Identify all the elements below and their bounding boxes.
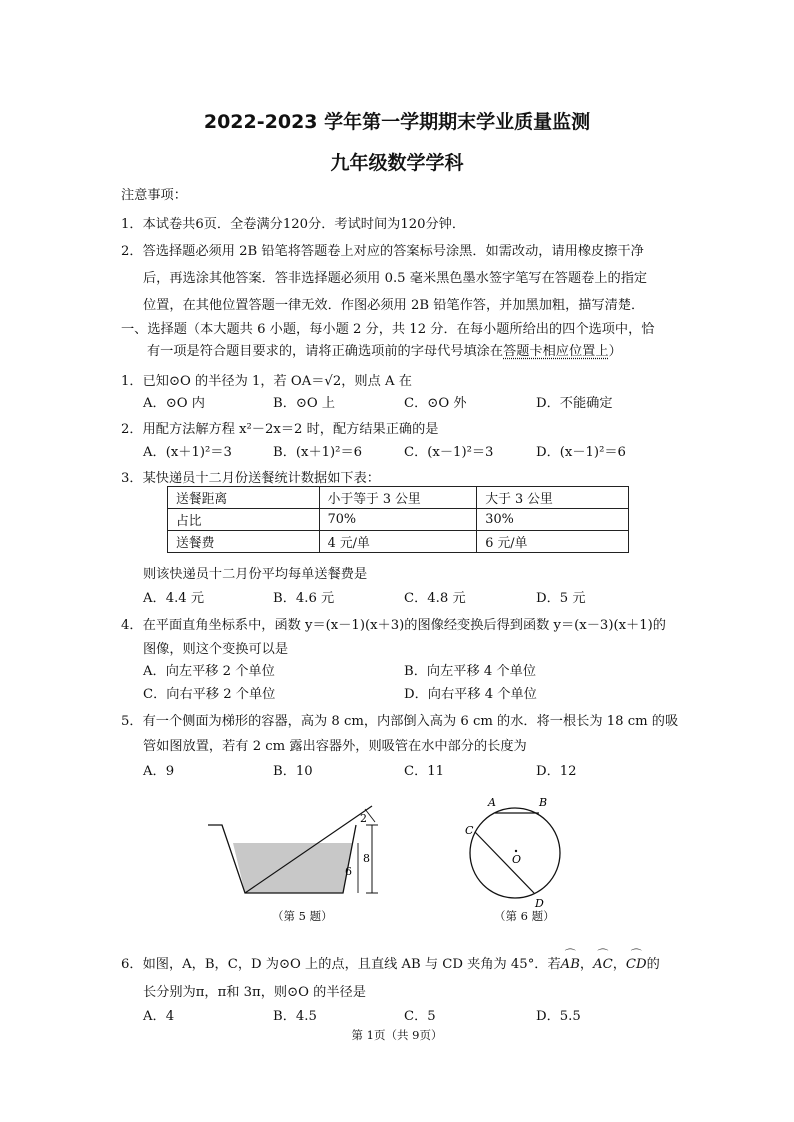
label-a: A xyxy=(488,796,496,809)
q4-option-a: A．向左平移 2 个单位 xyxy=(143,664,275,679)
q4-option-c: C．向右平移 2 个单位 xyxy=(143,687,276,702)
q2-option-a: A．(x＋1)²＝3 xyxy=(143,445,232,460)
q1-option-b: B．⊙O 上 xyxy=(273,396,336,411)
center-point xyxy=(515,850,517,852)
q6-number: 6． xyxy=(121,957,143,972)
exam-subtitle: 九年级数学学科 xyxy=(330,152,464,174)
q4-number: 4． xyxy=(121,618,143,633)
q3-option-b: B．4.6 元 xyxy=(273,591,335,606)
q3-text: 某快递员十二月份送餐统计数据如下表： xyxy=(142,471,380,486)
label-6: 6 xyxy=(345,865,352,878)
table-row xyxy=(168,531,629,553)
section-heading-line-1: 一、选择题（本大题共 6 小题，每小题 2 分，共 12 分．在每小题所给出的四个选项中，恰 xyxy=(121,322,655,337)
q6-option-d: D．5.5 xyxy=(536,1009,581,1024)
q4-stem-line-2: 图像，则这个变换可以是 xyxy=(143,642,289,657)
figure-5-caption: （第 5 题） xyxy=(272,909,333,923)
q1-number: 1． xyxy=(121,374,143,389)
table-cell: 大于 3 公里 xyxy=(477,487,629,509)
q4-text: 在平面直角坐标系中，函数 y＝(x－1)(x＋3)的图像经变换后得到函数 y＝(x－3)(x＋1)的 xyxy=(142,618,666,633)
table-cell: 送餐费 xyxy=(168,531,320,553)
q3-question: 则该快递员十二月份平均每单送餐费是 xyxy=(143,567,368,582)
section-heading-pre: 有一项是符合题目要求的，请将正确选项前的字母代号填涂在 xyxy=(147,344,504,359)
q5-option-b: B．10 xyxy=(273,764,313,779)
q6-sep-2: ， xyxy=(612,957,626,972)
q6-option-b: B．4.5 xyxy=(273,1009,317,1024)
q6-option-a: A．4 xyxy=(143,1009,175,1024)
q2-option-b: B．(x＋1)²＝6 xyxy=(273,445,363,460)
table-cell: 30% xyxy=(477,509,629,531)
q6-stem-line-1 xyxy=(121,953,660,972)
q2-text: 用配方法解方程 x²－2x＝2 时，配方结果正确的是 xyxy=(142,422,439,437)
table-row xyxy=(168,487,629,509)
table-cell: 占比 xyxy=(168,509,320,531)
label-b: B xyxy=(539,796,548,809)
table-row xyxy=(168,509,629,531)
page-footer: 第 1页（共 9页） xyxy=(351,1028,443,1042)
q3-stem xyxy=(121,467,380,486)
q1-option-a: A．⊙O 内 xyxy=(143,396,205,411)
q5-number: 5． xyxy=(121,714,143,729)
q4-stem-line-1 xyxy=(121,614,666,633)
q2-number: 2． xyxy=(121,422,143,437)
section-heading-post: ） xyxy=(608,344,622,359)
q3-option-d: D．5 元 xyxy=(536,591,586,606)
label-2: 2 xyxy=(360,812,367,825)
arc-cd: ⌒ CD xyxy=(626,957,647,972)
label-o: O xyxy=(512,853,522,866)
q6-stem-line-2: 长分别为π，π和 3π，则⊙O 的半径是 xyxy=(143,985,366,1000)
q4-option-b: B．向左平移 4 个单位 xyxy=(404,664,536,679)
label-c: C xyxy=(465,824,474,837)
q3-option-a: A．4.4 元 xyxy=(143,591,205,606)
q2-option-d: D．(x－1)²＝6 xyxy=(536,445,626,460)
delivery-table xyxy=(167,486,629,553)
note-2-line-2: 后，再选涂其他答案．答非选择题必须用 0.5 毫米黑色墨水签字笔写在答题卷上的指定 xyxy=(143,271,648,286)
q5-stem-line-2: 管如图放置，若有 2 cm 露出容器外，则吸管在水中部分的长度为 xyxy=(143,739,527,754)
table-cell: 70% xyxy=(319,509,477,531)
q5-option-c: C．11 xyxy=(404,764,445,779)
q1-option-c: C．⊙O 外 xyxy=(404,396,467,411)
chord-cd xyxy=(475,832,534,893)
figure-6-circle xyxy=(455,790,575,910)
table-cell: 小于等于 3 公里 xyxy=(319,487,477,509)
q6-text-end: 的 xyxy=(646,957,660,972)
q6-text: 如图，A，B，C，D 为⊙O 上的点，且直线 AB 与 CD 夹角为 45°．若 xyxy=(142,957,561,972)
section-heading-dotted: 答题卡相应位置上 xyxy=(503,344,609,359)
q5-option-a: A．9 xyxy=(143,764,175,779)
exam-title: 2022-2023 学年第一学期期末学业质量监测 xyxy=(203,111,591,133)
arc-ac: ⌒ AC xyxy=(593,957,613,972)
q1-text: 已知⊙O 的半径为 1，若 OA＝√2，则点 A 在 xyxy=(142,374,412,389)
figure-6-caption: （第 6 题） xyxy=(494,909,555,923)
q2-stem xyxy=(121,418,438,437)
table-cell: 6 元/单 xyxy=(477,531,629,553)
label-d: D xyxy=(535,897,544,910)
notes-heading: 注意事项： xyxy=(121,188,187,203)
note-1: 1．本试卷共6页．全卷满分120分．考试时间为120分钟． xyxy=(121,217,466,232)
arc-ab: ⌒ AB xyxy=(561,957,580,972)
q1-stem xyxy=(121,370,412,389)
q1-option-d: D．不能确定 xyxy=(536,396,613,411)
section-heading-line-2 xyxy=(147,340,622,359)
q5-stem-line-1 xyxy=(121,710,678,729)
note-2-line-3: 位置，在其他位置答题一律无效．作图必须用 2B 铅笔作答，并加黑加粗，描写清楚． xyxy=(143,298,645,313)
table-cell: 送餐距离 xyxy=(168,487,320,509)
q5-text: 有一个侧面为梯形的容器，高为 8 cm，内部倒入高为 6 cm 的水．将一根长为 18 cm 的吸 xyxy=(142,714,679,729)
q3-option-c: C．4.8 元 xyxy=(404,591,466,606)
note-2-line-1: 2．答选择题必须用 2B 铅笔将答题卷上对应的答案标号涂黑．如需改动，请用橡皮擦干净 xyxy=(121,244,644,259)
table-cell: 4 元/单 xyxy=(319,531,477,553)
q5-option-d: D．12 xyxy=(536,764,577,779)
water-fill xyxy=(233,843,352,893)
q6-option-c: C．5 xyxy=(404,1009,436,1024)
q4-option-d: D．向右平移 4 个单位 xyxy=(404,687,537,702)
figure-5-container xyxy=(200,800,390,900)
q3-number: 3． xyxy=(121,471,143,486)
label-8: 8 xyxy=(363,852,370,865)
q2-option-c: C．(x－1)²＝3 xyxy=(404,445,494,460)
q6-sep-1: ， xyxy=(579,957,594,972)
